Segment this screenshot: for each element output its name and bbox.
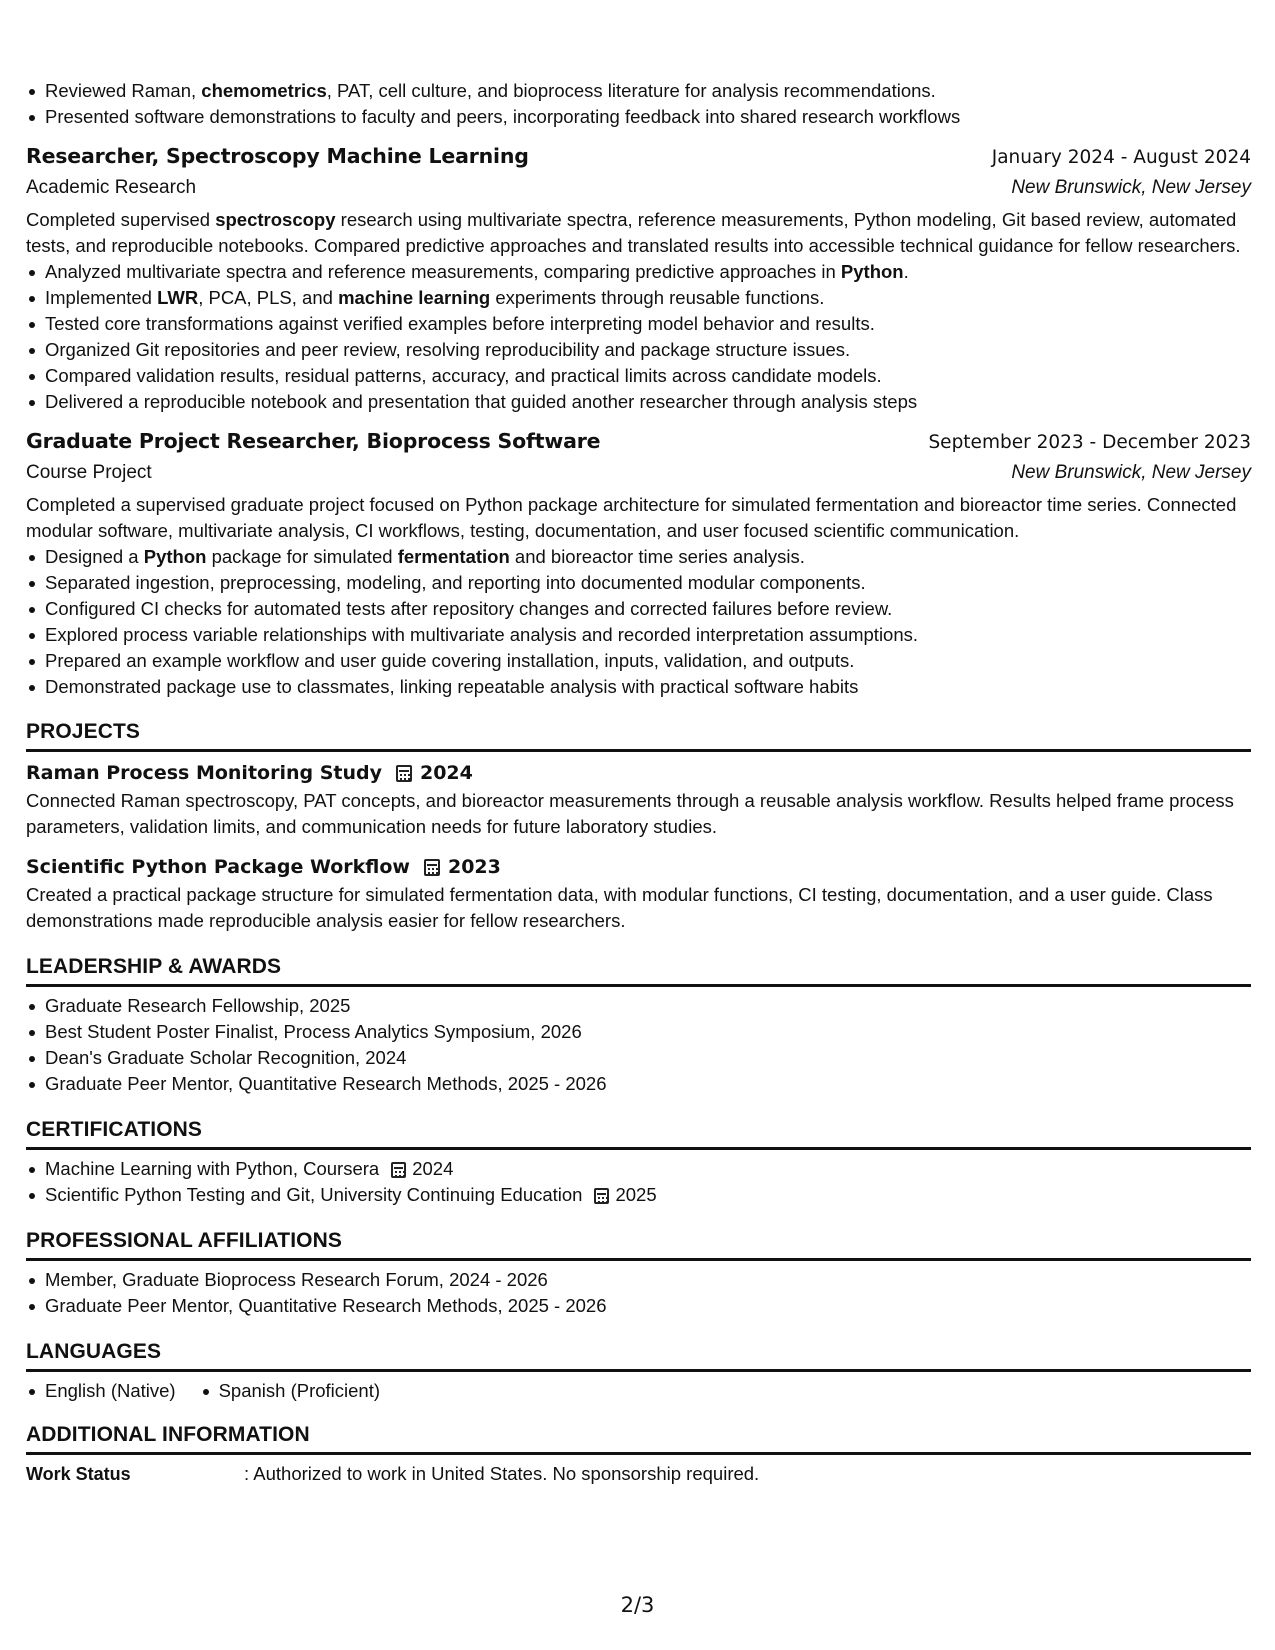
list-item: Separated ingestion, preprocessing, modeling, and reporting into documented modular components.	[26, 570, 1251, 596]
job-organization: Academic Research	[26, 177, 197, 198]
calendar-icon	[396, 765, 412, 782]
affiliations-list	[26, 1267, 1251, 1319]
list-item: English (Native)	[26, 1378, 176, 1404]
page-number: 2/3	[620, 1593, 655, 1617]
list-item: Delivered a reproducible notebook and presentation that guided another researcher through analysis steps	[26, 389, 1251, 415]
list-item: Prepared an example workflow and user guide covering installation, inputs, validation, and outputs.	[26, 648, 1251, 674]
job-title: Graduate Project Researcher, Bioprocess Software	[26, 429, 601, 453]
languages-list	[26, 1378, 1251, 1404]
list-item: Member, Graduate Bioprocess Research Forum, 2024 - 2026	[26, 1267, 1251, 1293]
list-item: Scientific Python Testing and Git, University Continuing Education 2025	[26, 1182, 1251, 1208]
list-item: Tested core transformations against verified examples before interpreting model behavior and results.	[26, 311, 1251, 337]
job-location: New Brunswick, New Jersey	[1011, 462, 1251, 483]
project-name: Scientific Python Package Workflow	[26, 856, 410, 878]
project-description: Connected Raman spectroscopy, PAT concepts, and bioreactor measurements through a reusable analysis workflow. Results helped frame process parameters, validation limits, and communication needs for future laboratory studies.	[26, 790, 1234, 837]
list-item: Demonstrated package use to classmates, linking repeatable analysis with practical software habits	[26, 674, 1251, 700]
list-item: Graduate Research Fellowship, 2025	[26, 993, 1251, 1019]
list-item: Spanish (Proficient)	[200, 1378, 380, 1404]
list-item: Designed a Python package for simulated fermentation and bioreactor time series analysis.	[26, 544, 1251, 570]
calendar-icon	[424, 859, 440, 876]
work-status-label: Work Status	[26, 1464, 131, 1484]
list-item: Implemented LWR, PCA, PLS, and machine learning experiments through reusable functions.	[26, 285, 1251, 311]
job-bullets	[26, 259, 1251, 415]
work-status-value: : Authorized to work in United States. No sponsorship required.	[244, 1463, 760, 1484]
awards-list	[26, 993, 1251, 1097]
calendar-icon	[391, 1162, 406, 1178]
resume-page	[26, 78, 1251, 1487]
job-organization: Course Project	[26, 462, 152, 483]
list-item: Organized Git repositories and peer review, resolving reproducibility and package structure issues.	[26, 337, 1251, 363]
project-year: 2023	[447, 856, 501, 878]
list-item: Compared validation results, residual patterns, accuracy, and practical limits across candidate models.	[26, 363, 1251, 389]
job-location: New Brunswick, New Jersey	[1011, 177, 1251, 198]
section-title-certifications: CERTIFICATIONS	[26, 1109, 1251, 1150]
section-title-projects: PROJECTS	[26, 711, 1251, 752]
list-item: Configured CI checks for automated tests after repository changes and corrected failures before review.	[26, 596, 1251, 622]
job-summary: Completed supervised spectroscopy research using multivariate spectra, reference measurements, Python modeling, Git based review, automated tests, and reproducible notebooks. Compared predictive approaches and translated results into accessible technical guidance for fellow researchers.	[26, 209, 1241, 256]
continued-bullet-list	[26, 78, 1251, 130]
project-entry	[26, 758, 1251, 840]
experience-entry	[26, 141, 1251, 415]
section-title-affiliations: PROFESSIONAL AFFILIATIONS	[26, 1220, 1251, 1261]
calendar-icon	[594, 1188, 609, 1204]
list-item: Explored process variable relationships with multivariate analysis and recorded interpretation assumptions.	[26, 622, 1251, 648]
project-name: Raman Process Monitoring Study	[26, 762, 382, 784]
list-item: Presented software demonstrations to faculty and peers, incorporating feedback into shared research workflows	[26, 104, 1251, 130]
list-item: Reviewed Raman, chemometrics, PAT, cell culture, and bioprocess literature for analysis recommendations.	[26, 78, 1251, 104]
work-status-row	[26, 1461, 1251, 1487]
project-description: Created a practical package structure for simulated fermentation data, with modular functions, CI testing, documentation, and a user guide. Class demonstrations made reproducible analysis easier for fellow researchers.	[26, 884, 1213, 931]
job-dates: January 2024 - August 2024	[991, 147, 1251, 168]
job-title: Researcher, Spectroscopy Machine Learning	[26, 144, 529, 168]
list-item: Dean's Graduate Scholar Recognition, 2024	[26, 1045, 1251, 1071]
list-item: Graduate Peer Mentor, Quantitative Research Methods, 2025 - 2026	[26, 1293, 1251, 1319]
section-title-awards: LEADERSHIP & AWARDS	[26, 946, 1251, 987]
section-title-additional-information: ADDITIONAL INFORMATION	[26, 1414, 1251, 1455]
experience-entry	[26, 426, 1251, 700]
section-title-languages: LANGUAGES	[26, 1331, 1251, 1372]
list-item: Best Student Poster Finalist, Process Analytics Symposium, 2026	[26, 1019, 1251, 1045]
project-year: 2024	[419, 762, 473, 784]
list-item: Analyzed multivariate spectra and reference measurements, comparing predictive approaches in Python.	[26, 259, 1251, 285]
list-item: Graduate Peer Mentor, Quantitative Research Methods, 2025 - 2026	[26, 1071, 1251, 1097]
job-bullets	[26, 544, 1251, 700]
project-entry	[26, 852, 1251, 934]
job-summary: Completed a supervised graduate project focused on Python package architecture for simulated fermentation and bioreactor time series. Connected modular software, multivariate analysis, CI workflows, testing, documentation, and user focused scientific communication.	[26, 494, 1237, 541]
job-dates: September 2023 - December 2023	[928, 432, 1251, 453]
certifications-list	[26, 1156, 1251, 1208]
list-item: Machine Learning with Python, Coursera 2024	[26, 1156, 1251, 1182]
